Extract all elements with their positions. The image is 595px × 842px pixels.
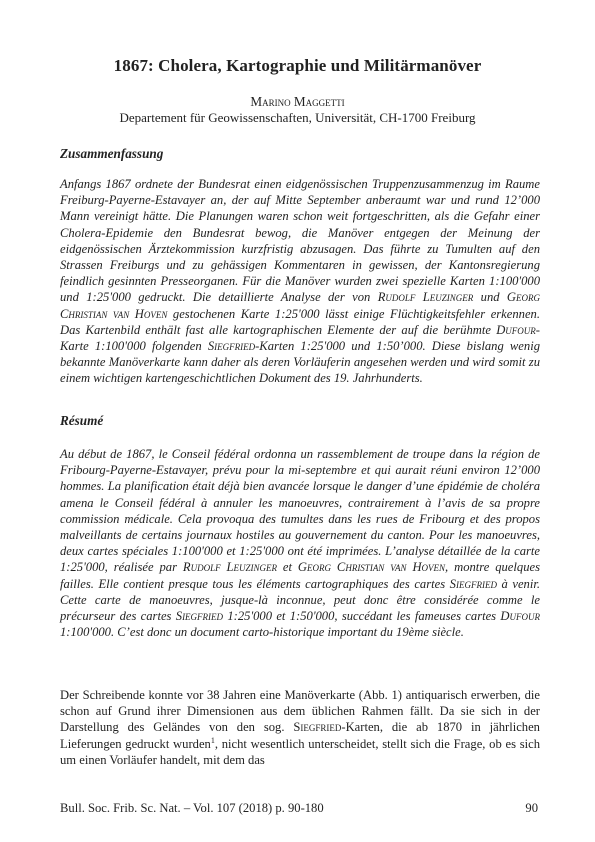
abstract-german-text-5: -Karten 1:25'000 und 1:50’000. Diese bislang wenig bekannte Manöverkarte kann daher als deren Vorläuferin angesehen werden und wird somit zu einem wichtigen kartengeschichtlichen Dokument des 19. Jahrhunderts. — [60, 339, 540, 386]
abstract-french-text-3: , montre quelques failles. Elle contient presque tous les éléments cartographiques des cartes — [60, 560, 540, 591]
abstract-french — [60, 446, 540, 640]
person-name: Dufour — [500, 609, 540, 624]
person-name: Georg Christian van Hoven — [297, 560, 446, 575]
person-name: Siegfried — [449, 576, 497, 591]
page-number: 90 — [525, 801, 538, 815]
heading-resume: Résumé — [60, 413, 104, 428]
body-text-3: , nicht wesentlich unterscheidet, stellt sich die Frage, ob es sich um einen Vorläufer handelt, mit dem das — [60, 736, 540, 767]
footnote-marker[interactable]: 1 — [210, 735, 215, 745]
person-name: Georg Christian van Hoven — [60, 290, 541, 321]
person-name: Rudolf Leuzinger — [377, 290, 474, 305]
journal-citation: Bull. Soc. Frib. Sc. Nat. – Vol. 107 (2018) p. 90-180 — [60, 801, 324, 815]
body-text-2: -Karten, die ab 1870 in jährlichen Lieferungen gedruckt wurden — [60, 720, 540, 751]
body-paragraph — [60, 687, 540, 768]
person-name: Siegfried — [293, 720, 342, 735]
abstract-french-text-6: 1:100'000. C’est donc un document carto-historique important du 19ème siècle. — [60, 625, 464, 640]
author-affiliation: Departement für Geowissenschaften, Universität, CH-1700 Freiburg — [119, 110, 476, 125]
abstract-french-text-4: à venir. Cette carte de manoeuvres, jusque-là inconnue, peut donc être considérée comme le précurseur des cartes — [60, 576, 541, 624]
person-name: Siegfried — [175, 609, 224, 624]
abstract-german-text-1: Anfangs 1867 ordnete der Bundesrat einen eidgenössischen Truppenzusammenzug im Raume Freiburg-Payerne-Estavayer an, der auf Mitte September anberaumt war und rund 12’000 Mann vereinigt hätte. Die Planungen waren schon weit fortgeschritten, als die Gefahr einer Cholera-Epidemie den Bundesrat bewog, die Manöver entgegen der Meinung der eidgenössischen Ärztekommission kurzfristig abzusagen. Das führte zu Tumulten auf den Strassen Freiburgs und zu gehässigen Kommentaren in gewissen, der Kantonsregierung feindlich gesinnten Presseorganen. Für die Manöver wurden zwei spezielle Karten 1:100'000 und 1:25'000 gedruckt. Die detaillierte Analyse der von — [60, 177, 540, 305]
abstract-french-text-2: et — [277, 560, 298, 575]
person-name: Dufour — [496, 322, 536, 337]
abstract-german-text-2: und — [473, 290, 507, 305]
abstract-german-text-3: gestochenen Karte 1:25'000 lässt einige Flüchtigkeitsfehler erkennen. Das Kartenbild enthält fast alle kartographischen Elemente der auf die berühmte — [60, 306, 540, 337]
abstract-french-text-1: Au début de 1867, le Conseil fédéral ordonna un rassemblement de troupe dans la région de Fribourg-Payerne-Estavayer, prévu pour la mi-septembre et qui aurait réuni environ 12’000 hommes. La planification était déjà bien avancée lorsque le danger d’une épidémie de choléra amena le Conseil fédéral à annuler les manoeuvres, contrairement à l’avis de sa propre commission médicale. Cela provoqua des tumultes dans les rues de Fribourg et des propos malveillants de certains journaux hostiles au gouvernement du canton. Pour les manoeuvres, deux cartes spéciales 1:100'000 et 1:25'000 ont été imprimées. L’analyse détaillée de la carte 1:25'000, réalisée par — [60, 447, 540, 575]
author-name: Marino Maggetti — [250, 94, 345, 109]
abstract-german — [60, 176, 540, 387]
article-title: 1867: Cholera, Kartographie und Militärmanöver — [113, 56, 482, 75]
abstract-french-text-5: 1:25'000 et 1:50'000, succédant les fameuses cartes — [223, 609, 501, 624]
person-name: Rudolf Leuzinger — [182, 560, 278, 575]
heading-zusammenfassung: Zusammenfassung — [60, 146, 164, 161]
abstract-german-text-4: -Karte 1:100'000 folgenden — [60, 322, 540, 354]
person-name: Siegfried — [207, 339, 256, 354]
body-text-1: Der Schreibende konnte vor 38 Jahren eine Manöverkarte (Abb. 1) antiquarisch erwerben, die schon auf Grund ihrer Dimensionen aus dem üblichen Rahmen fällt. Da sie sich in der Darstellung des Geländes von den sog. — [60, 688, 540, 735]
